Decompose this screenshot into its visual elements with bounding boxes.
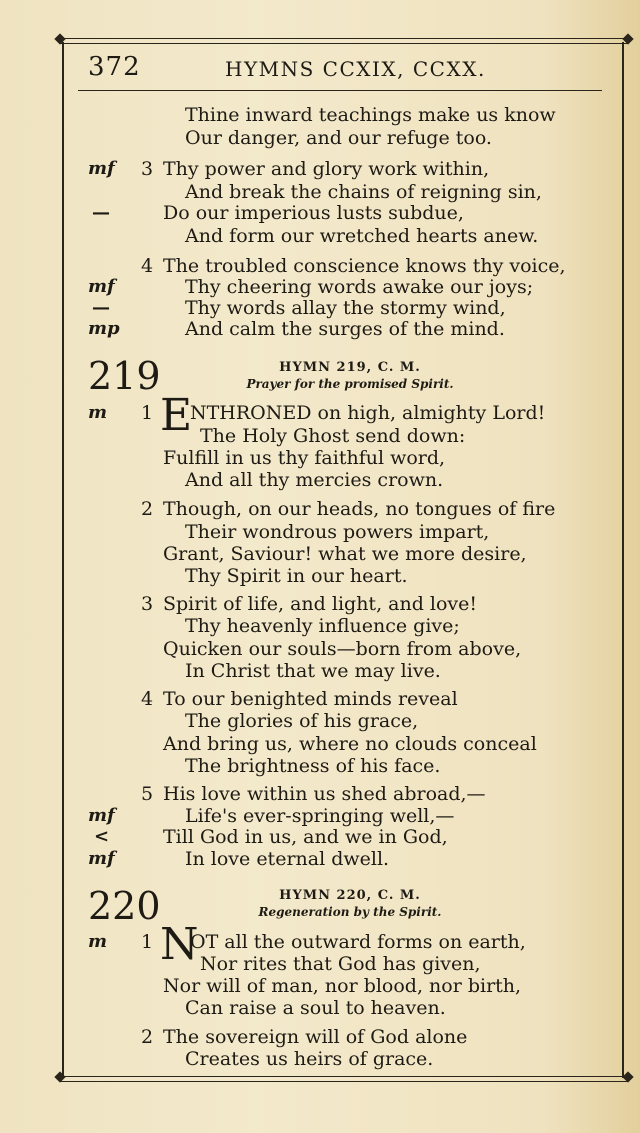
- verse-line: And break the chains of reigning sin,: [185, 181, 542, 203]
- page-number: 372: [88, 52, 141, 82]
- verse-number: 2: [141, 498, 154, 520]
- verse-line: In love eternal dwell.: [185, 848, 390, 870]
- verse-line: OT all the outward forms on earth,: [190, 931, 526, 953]
- verse-line: Life's ever-springing well,—: [185, 805, 455, 827]
- dynamic-marking: mf: [88, 158, 115, 179]
- verse-line: And form our wretched hearts anew.: [185, 225, 539, 247]
- hymn-number: 219: [88, 354, 161, 398]
- dynamic-marking: m: [88, 931, 108, 952]
- crescendo-marking: <: [94, 826, 110, 847]
- verse-line: The sovereign will of God alone: [163, 1026, 468, 1048]
- verse-line: And all thy mercies crown.: [185, 469, 444, 491]
- dynamic-marking: —: [92, 202, 110, 223]
- right-border-line: [622, 42, 624, 1078]
- verse-number: 1: [141, 402, 154, 424]
- bottom-border-rule: [60, 1076, 628, 1082]
- verse-line: Creates us heirs of grace.: [185, 1048, 434, 1070]
- verse-line: NTHRONED on high, almighty Lord!: [190, 402, 546, 424]
- verse-line: The troubled conscience knows thy voice,: [163, 255, 566, 277]
- verse-number: 3: [141, 593, 154, 615]
- verse-line: And bring us, where no clouds conceal: [163, 733, 537, 755]
- verse-number: 5: [141, 783, 154, 805]
- verse-line: In Christ that we may live.: [185, 660, 441, 682]
- header-rule: [78, 90, 602, 91]
- verse-line: Grant, Saviour! what we more desire,: [163, 543, 527, 565]
- hymn-title: HYMN 219, C. M.: [279, 360, 421, 375]
- verse-line: The brightness of his face.: [185, 755, 441, 777]
- verse-line: And calm the surges of the mind.: [185, 318, 505, 340]
- dynamic-marking: mf: [88, 848, 115, 869]
- hymn-number: 220: [88, 884, 161, 928]
- dynamic-marking: mp: [88, 318, 120, 339]
- verse-line: The Holy Ghost send down:: [200, 425, 466, 447]
- left-border-line: [62, 42, 64, 1078]
- drop-cap: E: [160, 390, 193, 441]
- verse-line: Nor rites that God has given,: [200, 953, 481, 975]
- drop-cap: N: [160, 919, 199, 970]
- verse-line: Nor will of man, nor blood, nor birth,: [163, 975, 522, 997]
- verse-line: Till God in us, and we in God,: [163, 826, 448, 848]
- verse-line: Quicken our souls—born from above,: [163, 638, 522, 660]
- verse-line: Thy heavenly influence give;: [185, 615, 460, 637]
- verse-line: Thy power and glory work within,: [163, 158, 490, 180]
- verse-number: 1: [141, 931, 154, 953]
- dynamic-marking: m: [88, 402, 108, 423]
- dynamic-marking: mf: [88, 276, 115, 297]
- verse-line: The glories of his grace,: [185, 710, 419, 732]
- verse-number: 4: [141, 255, 154, 277]
- hymn-title: HYMN 220, C. M.: [279, 888, 421, 903]
- verse-line: Thy words allay the stormy wind,: [185, 297, 506, 319]
- verse-line: Can raise a soul to heaven.: [185, 997, 446, 1019]
- verse-line: His love within us shed abroad,—: [163, 783, 486, 805]
- verse-line: Thy cheering words awake our joys;: [185, 276, 534, 298]
- top-border-rule: [60, 38, 628, 44]
- verse-line: Their wondrous powers impart,: [185, 521, 490, 543]
- verse-line: Thine inward teachings make us know: [185, 104, 556, 126]
- verse-line: To our benighted minds reveal: [163, 688, 458, 710]
- verse-number: 4: [141, 688, 154, 710]
- verse-line: Our danger, and our refuge too.: [185, 127, 492, 149]
- dynamic-marking: mf: [88, 805, 115, 826]
- verse-line: Thy Spirit in our heart.: [185, 565, 408, 587]
- hymn-subtitle: Regeneration by the Spirit.: [258, 905, 442, 919]
- running-head: HYMNS CCXIX, CCXX.: [225, 57, 486, 81]
- hymn-subtitle: Prayer for the promised Spirit.: [246, 377, 454, 391]
- verse-line: Though, on our heads, no tongues of fire: [163, 498, 556, 520]
- verse-line: Fulfill in us thy faithful word,: [163, 447, 446, 469]
- verse-line: Do our imperious lusts subdue,: [163, 202, 464, 224]
- dynamic-marking: —: [92, 297, 110, 318]
- verse-line: Spirit of life, and light, and love!: [163, 593, 478, 615]
- verse-number: 3: [141, 158, 154, 180]
- verse-number: 2: [141, 1026, 154, 1048]
